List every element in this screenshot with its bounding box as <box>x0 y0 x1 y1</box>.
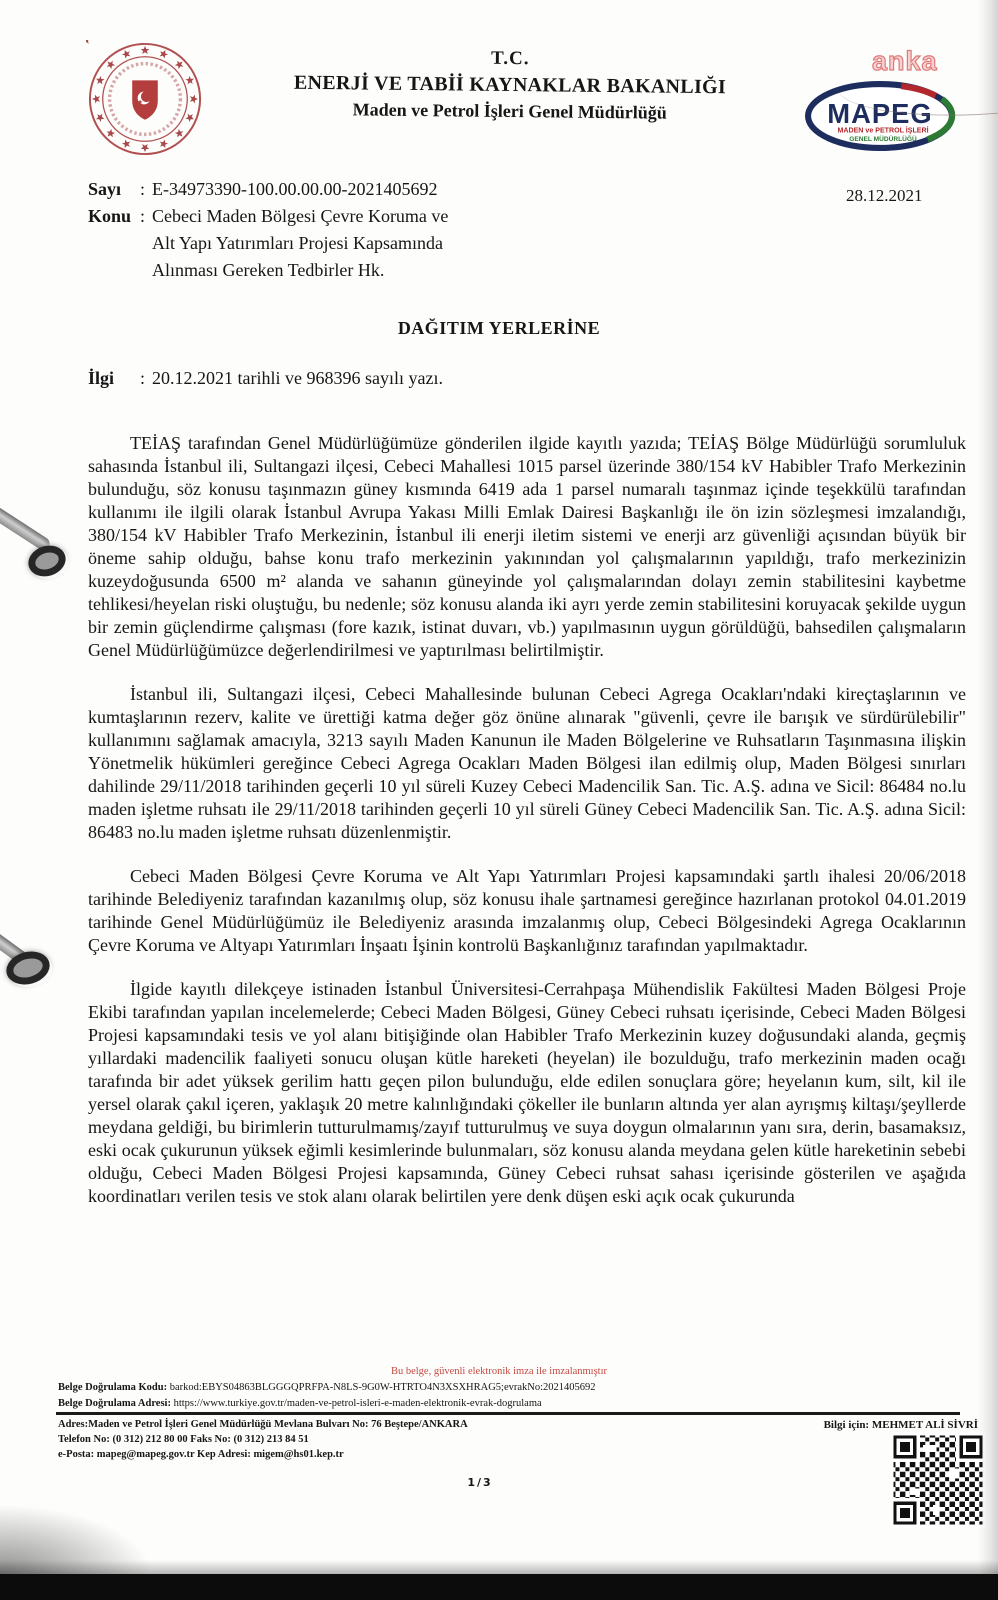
body-paragraph-4: İlgide kayıtlı dilekçeye istinaden İstanbul Üniversitesi-Cerrahpaşa Mühendislik Fakültesi Maden Bölgesi Proje Ekibi tarafından yapılan incelemelerde; Cebeci Maden Bölgesi, Güney Cebeci ruhsatı içerisinde, Cebeci Maden Bölgesi Projesi kapsamındaki tesis ve yol alanı bitişiğinde olan Habibler Trafo Merkezinin kuzey doğusundaki alanda, geçmiş yıllardaki madencilik faaliyeti sonucu oluşan kütle hareketi (heyelan) ile bozulduğu, trafo merkezinin maden ocağı tarafında bir adet yüksek gerilim hattı geçen pilon bulunduğu, elde edilen sonuçlara göre; heyelanın kum, silt, kil ile yersel olarak çakıl içeren, yaklaşık 20 metre kalınlığındaki çökeller ile bunların altında yer alan ayrışmış kiltaşı/şeyllerde meydana geldiği, bu birimlerin tutturulmamış/zayıf tutturulmuş ve suya doygun olmalarının yanı sıra, derin, basamaksız, eski ocak çukurunun yüksek eğimli kesimlerinde bulunmaları, söz konusu alanda meydana gelen kütle hareketinin sebebi olduğu, Cebeci Maden Bölgesi Projesi kapsamında, Güney Cebeci ruhsat sahası içerisinde gösterilen ve aşağıda koordinatları verilen tesis ve stok alanı olarak belirtilen yere denk düşen eski açık ocak çukurunda <box>88 979 966 1206</box>
svg-text:MAPEG: MAPEG <box>827 98 933 130</box>
ministry-seal-icon <box>86 40 204 158</box>
page-edge-shadow <box>978 0 998 1600</box>
body-paragraph-2: İstanbul ili, Sultangazi ilçesi, Cebeci Mahallesinde bulunan Cebeci Agrega Ocakları'ndaki kireçtaşlarının ve kumtaşlarının rezerv, kalite ve ürettiği katma değer göz önüne alınarak "güvenli, çevre ile barışık ve sürdürülebilir" kullanımını sağlamak amacıyla, 3213 sayılı Maden Kanunun ile Maden Bölgelerine ve Ruhsatların Taşınmasına ilişkin Yönetmelik hükümleri gereğince Cebeci Agrega Ocakları Maden Bölgesi ilan edilmiş olup, Maden Bölgesi sınırları dahilinde 29/11/2018 tarihinden geçerli 10 yıl süreli Kuzey Cebeci Madencilik San. Tic. A.Ş. adına ve Sicil: 86484 no.lu maden işletme ruhsatı ile 29/11/2018 tarihinden geçerli 10 yıl süreli Güney Cebeci Madencilik San. Tic. A.Ş. adına Sicil: 86483 no.lu maden işletme ruhsatı düzenlenmiştir. <box>88 684 966 842</box>
svg-text:GENEL MÜDÜRLÜĞÜ: GENEL MÜDÜRLÜĞÜ <box>849 135 917 143</box>
ilgi-label: İlgi <box>88 368 115 388</box>
letterhead-directorate: Maden ve Petrol İşleri Genel Müdürlüğü <box>352 99 667 123</box>
konu-colon: : <box>140 206 146 226</box>
contact-person: Bilgi için: MEHMET ALİ SİVRİ <box>823 1419 978 1431</box>
verification-address-line <box>58 1398 542 1409</box>
document-letterhead <box>240 45 781 125</box>
footer-email: e-Posta: mapeg@mapeg.gov.tr Kep Adresi: migem@hs01.kep.tr <box>58 1449 344 1460</box>
letterhead-ministry: ENERJİ VE TABİİ KAYNAKLAR BAKANLIĞI <box>293 71 727 99</box>
konu-line: Alt Yapı Yatırımları Projesi Kapsamında <box>152 233 443 253</box>
konu-label: Konu <box>88 206 132 226</box>
bottom-shade <box>0 1560 998 1574</box>
qr-code <box>890 1432 986 1528</box>
letterhead-tc: T.C. <box>490 47 530 70</box>
footer-divider <box>56 1412 960 1415</box>
e-signature-note: Bu belge, güvenli elektronik imza ile imzalanmıştır <box>390 1366 608 1377</box>
verification-code-label: Belge Doğrulama Kodu: <box>58 1382 168 1393</box>
document-date: 28.12.2021 <box>846 186 923 205</box>
ilgi-value: 20.12.2021 tarihli ve 968396 sayılı yazı. <box>152 368 443 388</box>
recipient-line: DAĞITIM YERLERİNE <box>397 318 601 338</box>
footer-phone: Telefon No: (0 312) 212 80 00 Faks No: (0 312) 213 84 51 <box>58 1434 309 1445</box>
verification-address-label: Belge Doğrulama Adresi: <box>58 1398 171 1409</box>
scan-bottom-bar <box>0 1574 998 1600</box>
verification-code-value: barkod:EBYS04863BLGGGQPRFPA-N8LS-9G0W-HTRTO4N3XSXHRAG5;evrakNo:2021405692 <box>169 1382 596 1393</box>
verification-code-line <box>58 1382 596 1393</box>
body-paragraph-1: TEİAŞ tarafından Genel Müdürlüğümüze gönderilen ilgide kayıtlı yazıda; TEİAŞ Bölge Müdürlüğü sorumluluk sahasında İstanbul ili, Sultangazi ilçesi, Cebeci Mahallesi 1015 parsel üzerinde 380/154 kV Habibler Trafo Merkezinin bulunduğu, söz konusu taşınmazın güney kısmında 6419 ada 1 parsel numaralı taşınmaz içinde teşekkülü tarafından kullanımı ile ilgili olarak İstanbul Avrupa Yakası Milli Emlak Dairesi Başkanlığı ile ön izin sözleşmesi imzalandığı, 380/154 kV Habibler Trafo Merkezinin, İstanbul ili enerji iletim sistemi ve enerji arz güvenliği açısından büyük bir öneme sahip olduğu, bahse konu trafo merkezinin yakınından yol çalışmalarının yapıldığı, trafo merkezinizin kuzeydoğusunda 6500 m² alanda ve sahanın güneyinde yol çalışmalarından dolayı zemin stabilitesini kaybetme tehlikesi/heyelan riski oluştuğu, bu nedenle; söz konusu alanda iki ayrı yerde zemin stabilitesini koruyacak şekilde uygun bir zemin güçlendirme çalışması (fore kazık, istinat duvarı, vb.) yapılmasının uygun görüldüğü, bahsedilen çalışmaların Genel Müdürlüğümüzce değerlendirilmesi ve yaptırılması belirtilmiştir. <box>88 433 966 660</box>
anka-watermark: anka <box>872 46 938 76</box>
sayi-colon: : <box>140 179 146 199</box>
body-paragraph-3: Cebeci Maden Bölgesi Çevre Koruma ve Alt Yapı Yatırımları Projesi kapsamındaki şartlı ihalesi 20/06/2018 tarihinde Belediyeniz tarafından kazanılmış olup, söz konusu ihale şartnamesi gereğince hazırlanan protokol 04.01.2019 tarihinde Genel Müdürlüğümüz ile Belediyeniz arasında imzalanmış olup, Cebeci Bölgesindeki Agrega Ocaklarının Çevre Koruma ve Altyapı Yatırımları İnşaatı İşinin kontrolü Başkanlığınız tarafından yapılmaktadır. <box>88 866 966 955</box>
sayi-value: E-34973390-100.00.00.00-2021405692 <box>152 179 438 199</box>
konu-line: Alınması Gereken Tedbirler Hk. <box>152 260 385 280</box>
letter-body <box>88 432 966 1229</box>
verification-address-value: https://www.turkiye.gov.tr/maden-ve-petrol-isleri-e-maden-elektronik-evrak-dogrulama <box>173 1398 542 1409</box>
footer-address: Adres:Maden ve Petrol İşleri Genel Müdürlüğü Mevlana Bulvarı No: 76 Beştepe/ANKARA <box>58 1419 468 1430</box>
ilgi-colon: : <box>140 368 146 388</box>
svg-text:MADEN ve PETROL İŞLERİ: MADEN ve PETROL İŞLERİ <box>837 126 929 135</box>
konu-line: Cebeci Maden Bölgesi Çevre Koruma ve <box>152 206 449 226</box>
ilgi-reference <box>88 368 443 389</box>
sayi-label: Sayı <box>88 179 122 199</box>
document-meta <box>88 176 448 284</box>
page-number: 1/3 <box>467 1476 493 1489</box>
